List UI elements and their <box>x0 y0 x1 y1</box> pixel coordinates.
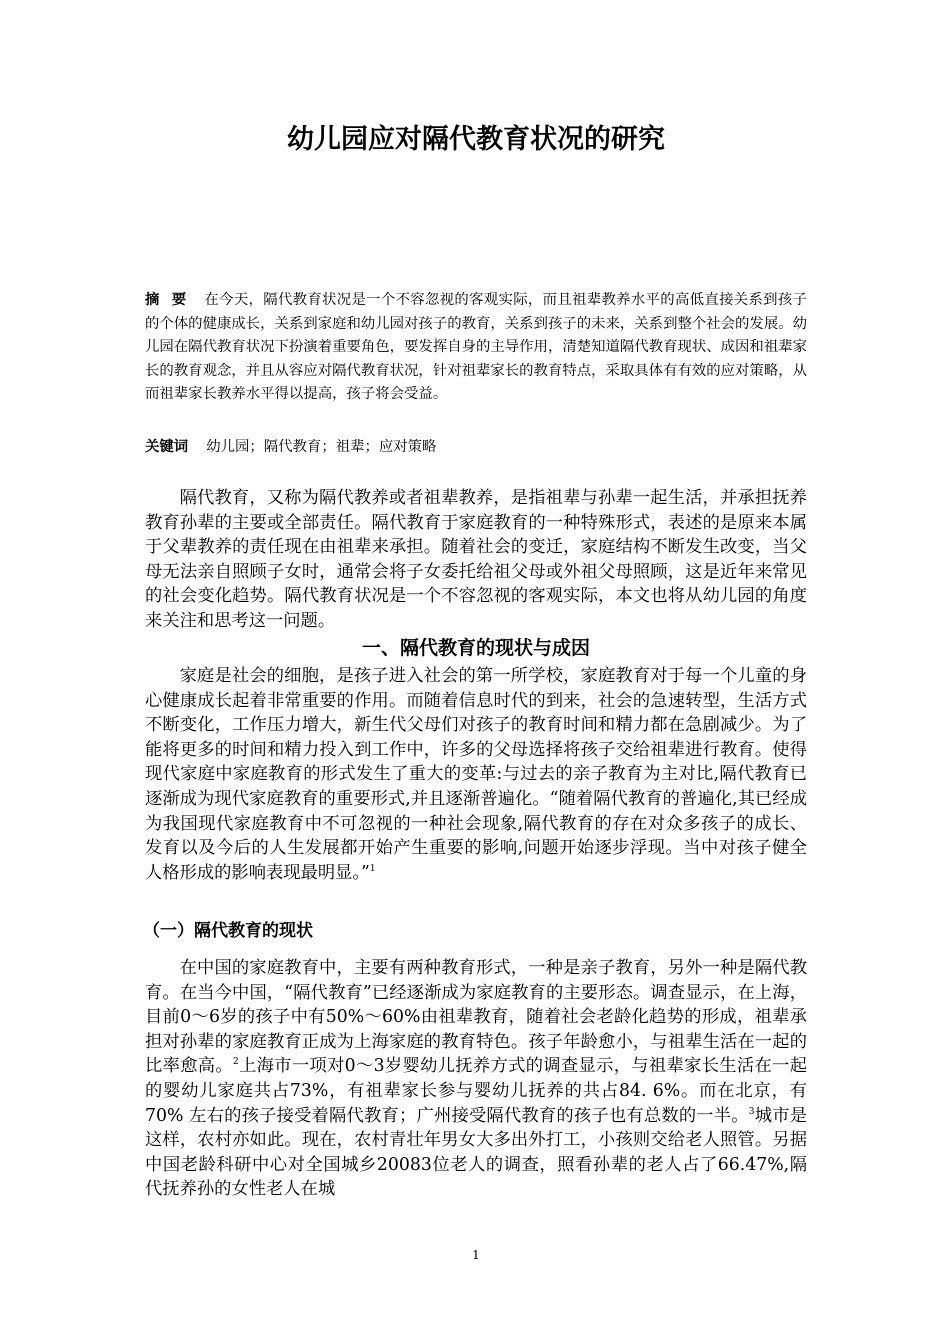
paper-title: 幼儿园应对隔代教育状况的研究 <box>287 124 665 155</box>
keywords <box>145 436 807 459</box>
abstract <box>145 289 807 407</box>
footnote-ref-1: 1 <box>369 863 376 874</box>
subsection-1-text-part3: 城市是这样，农村亦如此。现在，农村青壮年男女大多出外打工，小孩则交给老人照管。另据中国老龄科研中心对全国城乡20083位老人的调查，照看孙辈的老人占了66.47%,隔代抚养孙的女性老人在城 <box>145 1105 807 1200</box>
subsection-1-text-part2: 上海市一项对0～3岁婴幼儿抚养方式的调查显示，与祖辈家长生活在一起的婴幼儿家庭共占73%，有祖辈家长参与婴幼儿抚养的共占84. 6%。而在北京，有70% 左右的孩子接受着隔代教育；广州接受隔代教育的孩子也有总数的一半。 <box>145 1056 807 1126</box>
keywords-label: 关键词 <box>145 439 189 455</box>
section-heading-1: 一、隔代教育的现状与成因 <box>361 637 590 659</box>
subsection-heading-1: （一）隔代教育的现状 <box>143 921 313 941</box>
footnote-ref-3: 3 <box>748 1106 755 1117</box>
section-1-paragraph-text: 家庭是社会的细胞，是孩子进入社会的第一所学校，家庭教育对于每一个儿童的身心健康成长起着非常重要的作用。而随着信息时代的到来，社会的急速转型，生活方式不断变化，工作压力增大，新生代父母们对孩子的教育时间和精力都在急剧减少。为了能将更多的时间和精力投入到工作中，许多的父母选择将孩子交给祖辈进行教育。使得现代家庭中家庭教育的形式发生了重大的变革:与过去的亲子教育为主对比,隔代教育已逐渐成为现代家庭教育的重要形式,并且逐渐普遍化。“随着隔代教育的普遍化,其已经成为我国现代家庭教育中不可忽视的一种社会现象,隔代教育的存在对众多孩子的成长、发育以及今后的人生发展都开始产生重要的影响,问题开始逐步浮现。当中对孩子健全人格形成的影响表现最明显。” <box>145 666 807 883</box>
footnote-ref-2: 2 <box>233 1057 239 1068</box>
intro-paragraph: 隔代教育，又称为隔代教养或者祖辈教养，是指祖辈与孙辈一起生活，并承担抚养教育孙辈的主要或全部责任。隔代教育于家庭教育的一种特殊形式，表述的是原来本属于父辈教养的责任现在由祖辈来承担。随着社会的变迁，家庭结构不断发生改变，当父母无法亲自照顾子女时，通常会将子女委托给祖父母或外祖父母照顾，这是近年来常见的社会变化趋势。隔代教育状况是一个不容忽视的客观实际，本文也将从幼儿园的角度来关注和思考这一问题。 <box>145 488 807 631</box>
page-number: 1 <box>472 1248 480 1262</box>
keywords-text: 幼儿园；隔代教育；祖辈；应对策略 <box>206 439 437 455</box>
document-page <box>145 0 807 1344</box>
subsection-1-text-part1: 在中国的家庭教育中，主要有两种教育形式，一种是亲子教育，另外一种是隔代教育。在当今中国，“隔代教育”已经逐渐成为家庭教育的主要形态。调查显示，在上海，目前0～6岁的孩子中有50%～60%由祖辈教育，随着社会老龄化趋势的形成，祖辈承担对孙辈的家庭教育正成为上海家庭的教育特色。孩子年龄愈小，与祖辈生活在一起的比率愈高。 <box>145 958 807 1077</box>
section-1-paragraph <box>145 664 807 885</box>
abstract-label: 摘要 <box>145 292 199 308</box>
subsection-1-paragraph <box>145 956 807 1202</box>
abstract-text: 在今天，隔代教育状况是一个不容忽视的客观实际，而且祖辈教养水平的高低直接关系到孩子的个体的健康成长，关系到家庭和幼儿园对孩子的教育，关系到孩子的未来，关系到整个社会的发展。幼儿园在隔代教育状况下扮演着重要角色，要发挥自身的主导作用，清楚知道隔代教育现状、成因和祖辈家长的教育观念，并且从容应对隔代教育状况，针对祖辈家长的教育特点，采取具体有有效的应对策略，从而祖辈家长教养水平得以提高，孩子将会受益。 <box>145 292 807 402</box>
